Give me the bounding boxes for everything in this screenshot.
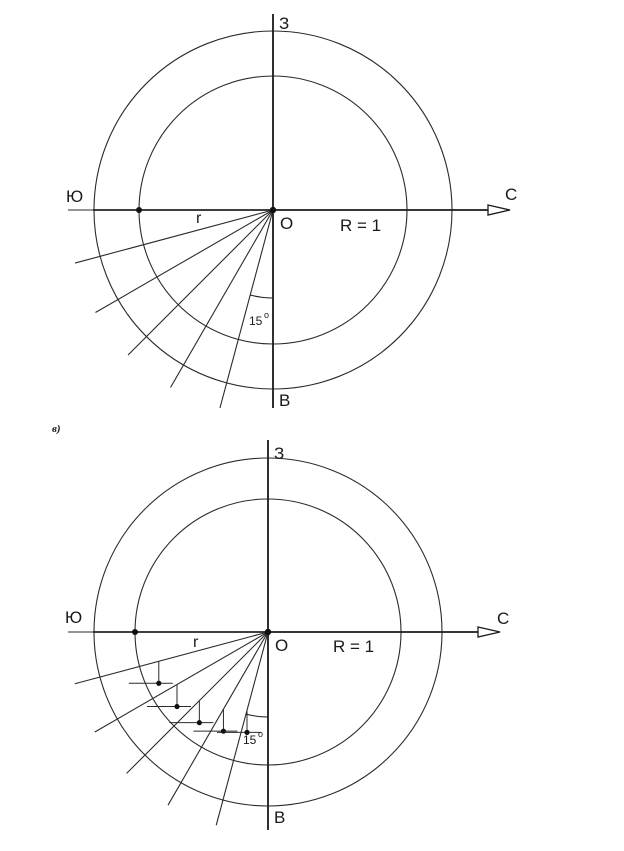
north-label: З <box>279 14 290 33</box>
projection-marks <box>129 661 261 735</box>
rays-group <box>68 210 273 408</box>
angle-arc <box>250 295 273 298</box>
angle-label: 15 <box>243 733 257 747</box>
south-label: В <box>274 808 286 827</box>
ray-line <box>95 632 268 732</box>
origin-label: O <box>280 214 294 233</box>
west-label: Ю <box>66 187 84 206</box>
inner-radius-label: r <box>193 634 199 651</box>
east-label: С <box>497 609 510 628</box>
figure-a <box>66 14 517 410</box>
origin-point <box>265 629 271 635</box>
inner-radius-point <box>136 207 142 213</box>
angle-degree-sign: o <box>258 729 264 739</box>
ray-line <box>127 632 268 773</box>
projection-point <box>174 704 179 709</box>
projection-point <box>156 681 161 686</box>
axis-arrow-icon <box>488 205 510 215</box>
west-label: Ю <box>65 608 83 627</box>
origin-point <box>270 207 276 213</box>
ray-line <box>168 632 268 805</box>
ray-line <box>220 210 273 408</box>
ray-line <box>171 210 274 388</box>
projection-point <box>221 729 226 734</box>
figure-b-tag: в) <box>52 423 61 435</box>
inner-radius-point <box>132 629 138 635</box>
ray-line <box>75 632 268 684</box>
outer-radius-label: R = 1 <box>340 216 382 235</box>
figure-b <box>65 440 509 830</box>
ray-line <box>75 210 273 263</box>
rays-group <box>68 632 268 825</box>
inner-radius-label: r <box>196 210 202 227</box>
east-label: С <box>505 185 518 204</box>
origin-label: O <box>275 636 289 655</box>
angle-arc <box>246 714 268 717</box>
ray-line <box>128 210 273 355</box>
angle-degree-sign: o <box>264 310 270 320</box>
north-label: З <box>274 444 285 463</box>
ray-line <box>95 210 273 313</box>
projection-point <box>197 720 202 725</box>
axis-arrow-icon <box>478 627 500 637</box>
angle-label: 15 <box>249 314 263 328</box>
outer-radius-label: R = 1 <box>333 637 375 656</box>
south-label: В <box>279 391 291 410</box>
